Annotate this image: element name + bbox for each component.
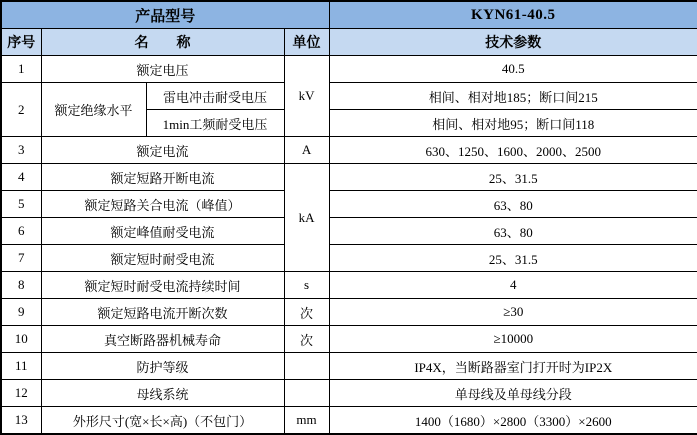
row-name-cell: 额定峰值耐受电流 xyxy=(41,218,284,245)
row-no-cell: 1 xyxy=(1,56,41,83)
column-header-unit: 单位 xyxy=(284,29,329,56)
row-unit-cell: s xyxy=(284,272,329,299)
row-no-cell: 5 xyxy=(1,191,41,218)
row-unit-cell: mm xyxy=(284,407,329,435)
table-row xyxy=(1,407,697,435)
row-unit-cell: A xyxy=(284,137,329,164)
table-row xyxy=(1,272,697,299)
row-value-cell: 40.5 xyxy=(329,56,697,83)
row-unit-cell: 次 xyxy=(284,326,329,353)
row-value-cell: 63、80 xyxy=(329,218,697,245)
table-row xyxy=(1,191,697,218)
table-row xyxy=(1,380,697,407)
table-row xyxy=(1,299,697,326)
row-no-cell: 10 xyxy=(1,326,41,353)
row-value-cell: 25、31.5 xyxy=(329,245,697,272)
row-name-cell: 真空断路器机械寿命 xyxy=(41,326,284,353)
table-row xyxy=(1,56,697,83)
row-name-cell: 额定绝缘水平 xyxy=(41,83,146,137)
row-no-cell: 4 xyxy=(1,164,41,191)
row-unit-cell: 次 xyxy=(284,299,329,326)
row-value-cell: 相间、相对地185；断口间215 xyxy=(329,83,697,110)
row-name-cell: 防护等级 xyxy=(41,353,284,380)
row-no-cell: 13 xyxy=(1,407,41,435)
row-unit-cell: kV xyxy=(284,56,329,137)
table-row xyxy=(1,137,697,164)
row-value-cell: 4 xyxy=(329,272,697,299)
row-no-cell: 8 xyxy=(1,272,41,299)
row-value-cell: ≥10000 xyxy=(329,326,697,353)
row-no-cell: 3 xyxy=(1,137,41,164)
row-value-cell: IP4X，当断路器室门打开时为IP2X xyxy=(329,353,697,380)
row-name-cell: 额定短时耐受电流 xyxy=(41,245,284,272)
row-unit-cell xyxy=(284,353,329,380)
row-subname-cell: 1min工频耐受电压 xyxy=(146,110,284,137)
row-unit-cell: kA xyxy=(284,164,329,272)
row-name-cell: 额定短时耐受电流持续时间 xyxy=(41,272,284,299)
row-value-cell: 630、1250、1600、2000、2500 xyxy=(329,137,697,164)
row-name-cell: 额定短路电流开断次数 xyxy=(41,299,284,326)
column-header-no: 序号 xyxy=(1,29,41,56)
column-header-params: 技术参数 xyxy=(329,29,697,56)
row-name-cell: 额定电压 xyxy=(41,56,284,83)
row-value-cell: 1400（1680）×2800（3300）×2600 xyxy=(329,407,697,435)
row-no-cell: 7 xyxy=(1,245,41,272)
row-name-cell: 额定电流 xyxy=(41,137,284,164)
row-no-cell: 11 xyxy=(1,353,41,380)
row-value-cell: 相间、相对地95；断口间118 xyxy=(329,110,697,137)
row-name-cell: 母线系统 xyxy=(41,380,284,407)
product-model-label: 产品型号 xyxy=(1,1,329,29)
column-header-row xyxy=(1,29,697,56)
row-no-cell: 12 xyxy=(1,380,41,407)
row-value-cell: 25、31.5 xyxy=(329,164,697,191)
row-name-cell: 额定短路开断电流 xyxy=(41,164,284,191)
row-value-cell: ≥30 xyxy=(329,299,697,326)
table-row xyxy=(1,164,697,191)
table-row xyxy=(1,353,697,380)
row-name-cell: 外形尺寸(宽×长×高)（不包门） xyxy=(41,407,284,435)
row-value-cell: 单母线及单母线分段 xyxy=(329,380,697,407)
column-header-name: 名 称 xyxy=(41,29,284,56)
row-name-cell: 额定短路关合电流（峰值） xyxy=(41,191,284,218)
table-row xyxy=(1,245,697,272)
product-model-value: KYN61-40.5 xyxy=(329,1,697,29)
table-title-row xyxy=(1,1,697,29)
table-row xyxy=(1,218,697,245)
row-no-cell: 6 xyxy=(1,218,41,245)
table-row xyxy=(1,83,697,110)
row-value-cell: 63、80 xyxy=(329,191,697,218)
row-unit-cell xyxy=(284,380,329,407)
table-row xyxy=(1,326,697,353)
row-subname-cell: 雷电冲击耐受电压 xyxy=(146,83,284,110)
row-no-cell: 9 xyxy=(1,299,41,326)
row-no-cell: 2 xyxy=(1,83,41,137)
